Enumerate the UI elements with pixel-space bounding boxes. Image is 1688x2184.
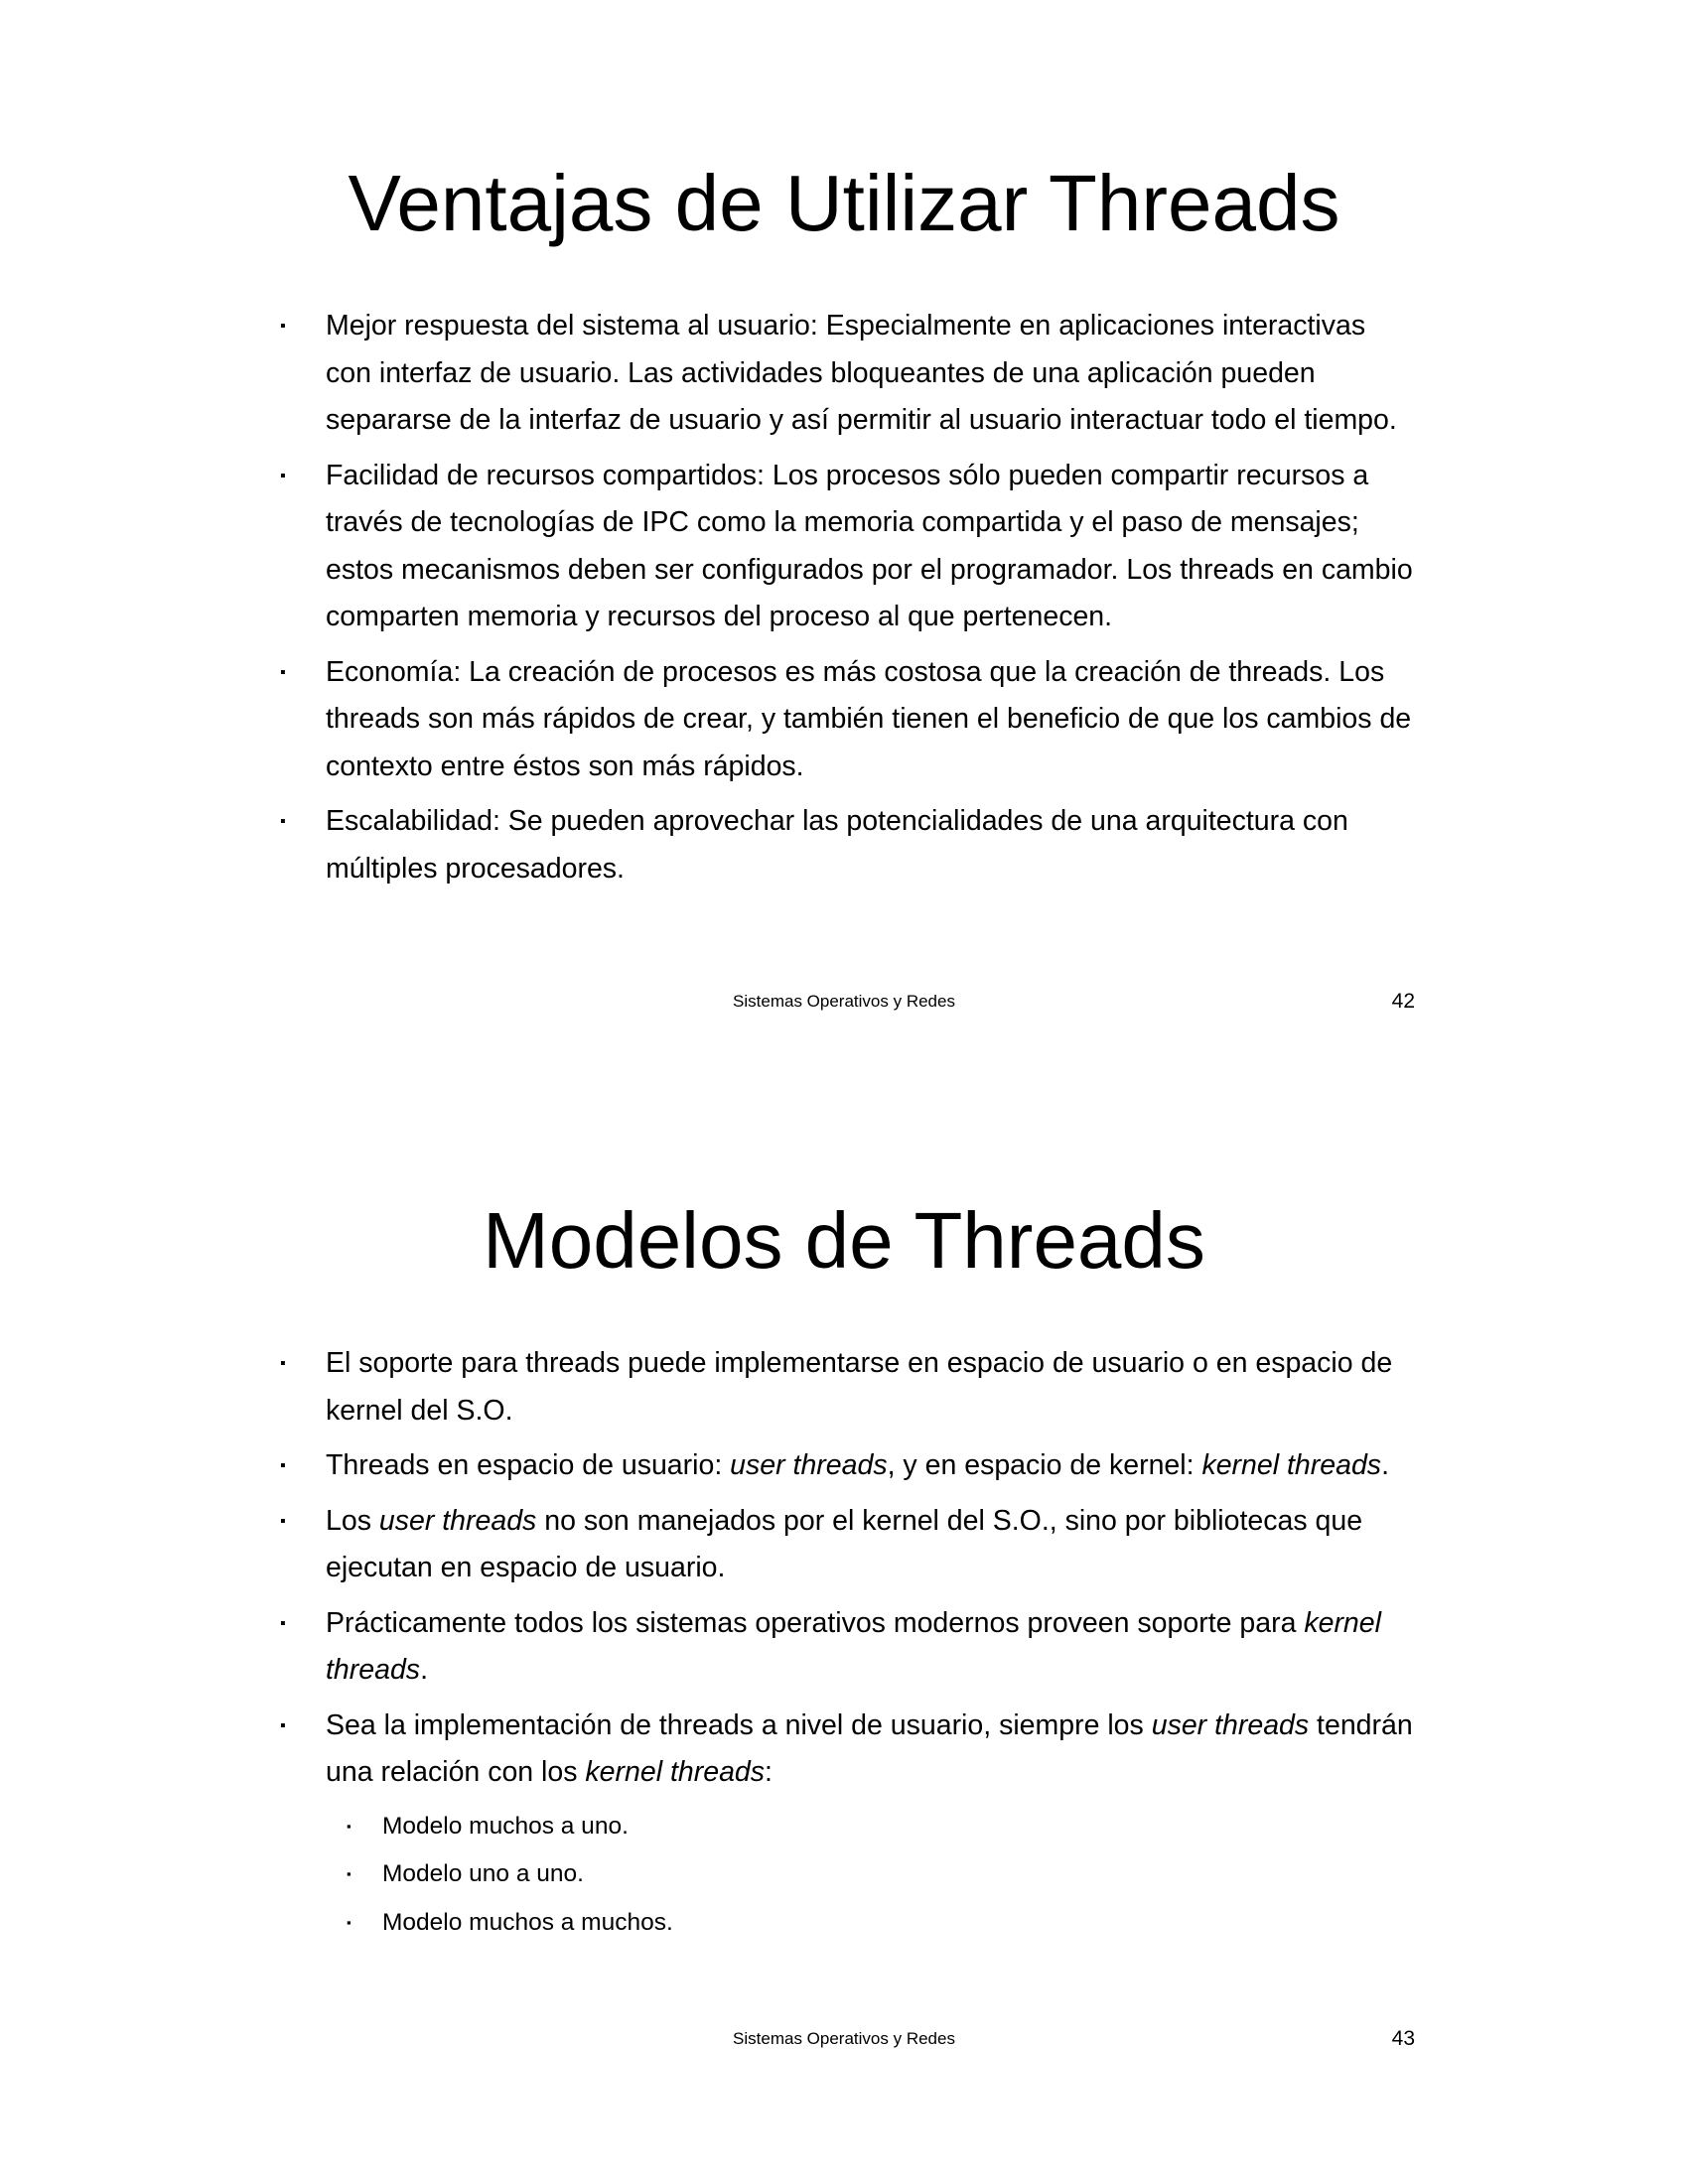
- bullet-text: El soporte para threads puede implementarse en espacio de usuario o en espacio de kernel del S.O.: [326, 1347, 1393, 1427]
- bullet-text-part: :: [765, 1756, 773, 1788]
- footer-title: Sistemas Operativos y Redes: [733, 992, 955, 1011]
- bullet-text-part: .: [420, 1654, 428, 1686]
- bullet-item: [280, 1703, 1418, 1948]
- bullet-marker-icon: ▪: [347, 1866, 352, 1881]
- bullet-marker-icon: ▪: [280, 663, 286, 681]
- bullet-marker-icon: ▪: [280, 813, 286, 830]
- sub-bullet-text: Modelo muchos a uno.: [382, 1812, 629, 1840]
- sub-bullet-item: [347, 1899, 1418, 1948]
- bullet-marker-icon: ▪: [280, 318, 286, 335]
- bullet-text-part: no son manejados por el kernel del S.O., sino por bibliotecas que ejecutan en espacio de usuario.: [326, 1504, 1363, 1583]
- bullet-marker-icon: ▪: [347, 1818, 352, 1834]
- bullet-text-part: , y en espacio de kernel:: [887, 1449, 1202, 1481]
- bullet-italic-term: user threads: [378, 1504, 537, 1537]
- bullet-text-part: Los: [326, 1504, 379, 1537]
- bullet-item: [280, 1498, 1418, 1592]
- bullet-marker-icon: ▪: [280, 1614, 286, 1632]
- slide-title: Modelos de Threads: [483, 1196, 1205, 1285]
- bullet-text-part: Prácticamente todos los sistemas operativos modernos proveen soporte para: [326, 1606, 1305, 1639]
- sub-bullet-item: [347, 1803, 1418, 1851]
- bullet-marker-icon: ▪: [347, 1914, 352, 1930]
- bullet-item: [280, 303, 1418, 445]
- bullet-item: [280, 1340, 1418, 1434]
- sub-bullet-item: [347, 1850, 1418, 1899]
- bullet-italic-term: user threads: [730, 1449, 888, 1481]
- bullet-italic-term: kernel threads: [585, 1756, 766, 1788]
- bullet-item: [280, 1600, 1418, 1695]
- bullet-italic-term: kernel threads: [1201, 1449, 1382, 1481]
- bullet-marker-icon: ▪: [280, 1457, 286, 1474]
- bullet-item: [280, 1442, 1418, 1490]
- bullet-item: [280, 453, 1418, 641]
- bullet-italic-term: kernel threads: [326, 1606, 1381, 1686]
- sub-bullet-text: Modelo uno a uno.: [382, 1860, 584, 1887]
- page-number: 43: [1391, 2027, 1415, 2050]
- bullet-marker-icon: ▪: [280, 1512, 286, 1530]
- slide-43: [0, 1037, 1688, 2075]
- bullet-text-part: tendrán una relación con los: [326, 1708, 1413, 1788]
- sub-bullet-list: [326, 1803, 1418, 1948]
- bullet-text-part: .: [1381, 1449, 1389, 1481]
- bullet-text: Mejor respuesta del sistema al usuario: Especialmente en aplicaciones interactivas con interfaz de usuario. Las actividades bloqueantes de una aplicación pueden separarse de la interfaz de usuario y así permitir al usuario interactuar todo el tiempo.: [326, 310, 1397, 436]
- bullet-item: [280, 798, 1418, 892]
- bullet-text: Escalabilidad: Se pueden aprovechar las potencialidades de una arquitectura con múltiples procesadores.: [326, 805, 1348, 885]
- sub-bullet-text: Modelo muchos a muchos.: [382, 1908, 673, 1936]
- slide-title: Ventajas de Utilizar Threads: [348, 159, 1340, 247]
- bullet-text-part: Sea la implementación de threads a nivel de usuario, siempre los: [326, 1708, 1152, 1741]
- bullet-text: Economía: La creación de procesos es más costosa que la creación de threads. Los threads son más rápidos de crear, y también tienen el beneficio de que los cambios de contexto entre éstos son más rápidos.: [326, 655, 1412, 782]
- footer-title: Sistemas Operativos y Redes: [733, 2029, 955, 2048]
- page-number: 42: [1391, 990, 1415, 1013]
- bullet-list: [280, 303, 1418, 900]
- bullet-text: Facilidad de recursos compartidos: Los procesos sólo pueden compartir recursos a través de tecnologías de IPC como la memoria compartida y el paso de mensajes; estos mecanismos deben ser configurados por el programador. Los threads en cambio comparten memoria y recursos del proceso al que pertenecen.: [326, 459, 1413, 632]
- slide-42: [0, 0, 1688, 1037]
- bullet-text-part: Threads en espacio de usuario:: [326, 1449, 731, 1481]
- bullet-item: [280, 649, 1418, 791]
- bullet-list: [280, 1340, 1418, 1955]
- bullet-marker-icon: ▪: [280, 467, 286, 484]
- bullet-italic-term: user threads: [1151, 1708, 1310, 1741]
- bullet-marker-icon: ▪: [280, 1716, 286, 1734]
- bullet-marker-icon: ▪: [280, 1355, 286, 1372]
